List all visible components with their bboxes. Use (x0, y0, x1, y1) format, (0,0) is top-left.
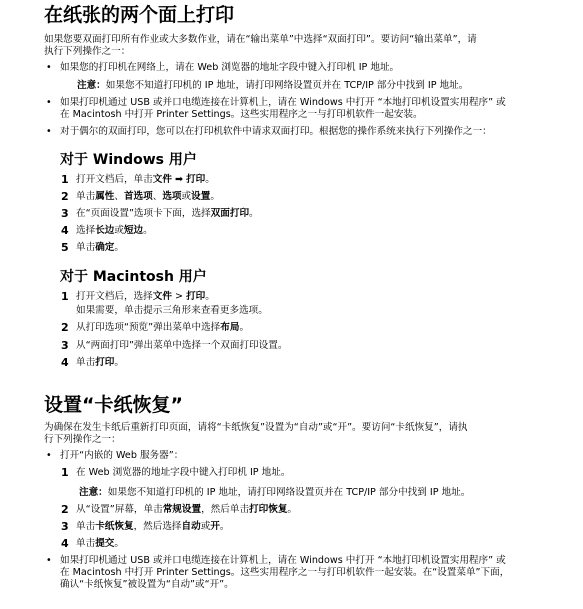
step-number: 2 (61, 503, 69, 516)
step-number: 3 (61, 339, 69, 352)
intro-line-1: 为确保在发生卡纸后重新打印页面，请将“卡纸恢复”设置为“自动”或“开”。要访问“卡纸恢复”，请执 (44, 422, 468, 433)
step-number: 3 (61, 520, 69, 533)
step-text: 打开文档后，单击文件 ➡ 打印。 (76, 174, 215, 185)
bullet-usb-line-2: 在 Macintosh 中打开 Printer Settings。这些实用程序之一与打印机软件一起安装。在“设置菜单”下面， (60, 567, 510, 578)
step-text: 打开文档后，选择文件 > 打印。 (76, 291, 215, 302)
bullet-occasional: 对于偶尔的双面打印，您可以在打印机软件中请求双面打印。根据您的操作系统来执行下列操作之一： (60, 126, 492, 137)
step-text: 从“两面打印”弹出菜单中选择一个双面打印设置。 (76, 340, 288, 351)
step-number: 5 (61, 241, 69, 254)
section-title-duplex: 在纸张的两个面上打印 (44, 4, 235, 26)
step-number: 2 (61, 190, 69, 203)
bullet-usb-line-1: 如果打印机通过 USB 或并口电缆连接在计算机上，请在 Windows 中打开 “本地打印机设置实用程序” 或 (60, 555, 506, 566)
note-ip (77, 80, 468, 92)
bullet-dot: • (46, 126, 52, 137)
section-title-jam-recovery: 设置“卡纸恢复” (44, 394, 183, 416)
step-text: 在 Web 浏览器的地址字段中键入打印机 IP 地址。 (76, 467, 291, 478)
note-label: 注意： (79, 487, 108, 498)
bullet-usb-line-3: 确认“卡纸恢复”被设置为“自动”或“开”。 (60, 579, 234, 590)
step-text: 单击提交。 (76, 538, 124, 549)
step-subtext: 如果需要，单击提示三角形来查看更多选项。 (76, 305, 268, 316)
step-text: 单击卡纸恢复，然后选择自动或开。 (76, 521, 230, 532)
step-number: 4 (61, 224, 69, 237)
arrow-icon: ➡ (171, 174, 187, 185)
step-number: 4 (61, 537, 69, 550)
bullet-usb-line-2: 在 Macintosh 中打开 Printer Settings。这些实用程序之一与打印机软件一起安装。 (60, 109, 423, 120)
bullet-network: 如果您的打印机在网络上，请在 Web 浏览器的地址字段中键入打印机 IP 地址。 (60, 62, 400, 73)
step-number: 1 (61, 466, 69, 479)
step-text: 从“设置”屏幕，单击常规设置，然后单击打印恢复。 (76, 504, 298, 515)
intro-line-1: 如果您要双面打印所有作业或大多数作业，请在“输出菜单”中选择“双面打印”。要访问“输出菜单”，请 (44, 34, 477, 45)
step-text: 单击打印。 (76, 357, 124, 368)
step-number: 3 (61, 207, 69, 220)
note-text: 如果您不知道打印机的 IP 地址，请打印网络设置页并在 TCP/IP 部分中找到 IP 地址。 (107, 487, 471, 498)
bullet-dot: • (46, 62, 52, 73)
note-ip (79, 487, 470, 499)
step-number: 1 (61, 173, 69, 186)
step-text: 在“页面设置”选项卡下面，选择双面打印。 (76, 208, 259, 219)
subsection-title-windows: 对于 Windows 用户 (60, 152, 197, 168)
step-number: 2 (61, 321, 69, 334)
step-text: 单击确定。 (76, 242, 124, 253)
step-text: 单击属性、首选项、选项或设置。 (76, 191, 220, 202)
bullet-dot: • (46, 555, 52, 566)
step-text: 从打印选项“预览”弹出菜单中选择布局。 (76, 322, 250, 333)
intro-line-2: 行下列操作之一： (44, 434, 121, 445)
step-text: 选择长边或短边。 (76, 225, 153, 236)
step-number: 4 (61, 356, 69, 369)
note-label: 注意： (77, 80, 106, 91)
step-number: 1 (61, 290, 69, 303)
intro-line-2: 执行下列操作之一： (44, 46, 131, 57)
bullet-dot: • (46, 450, 52, 461)
bullet-embedded-web-server: 打开“内嵌的 Web 服务器”： (60, 450, 184, 461)
note-text: 如果您不知道打印机的 IP 地址，请打印网络设置页并在 TCP/IP 部分中找到 IP 地址。 (105, 80, 469, 91)
bullet-usb-line-1: 如果打印机通过 USB 或并口电缆连接在计算机上，请在 Windows 中打开 “本地打印机设置实用程序” 或 (60, 97, 506, 108)
bullet-dot: • (46, 97, 52, 108)
subsection-title-macintosh: 对于 Macintosh 用户 (60, 269, 207, 285)
